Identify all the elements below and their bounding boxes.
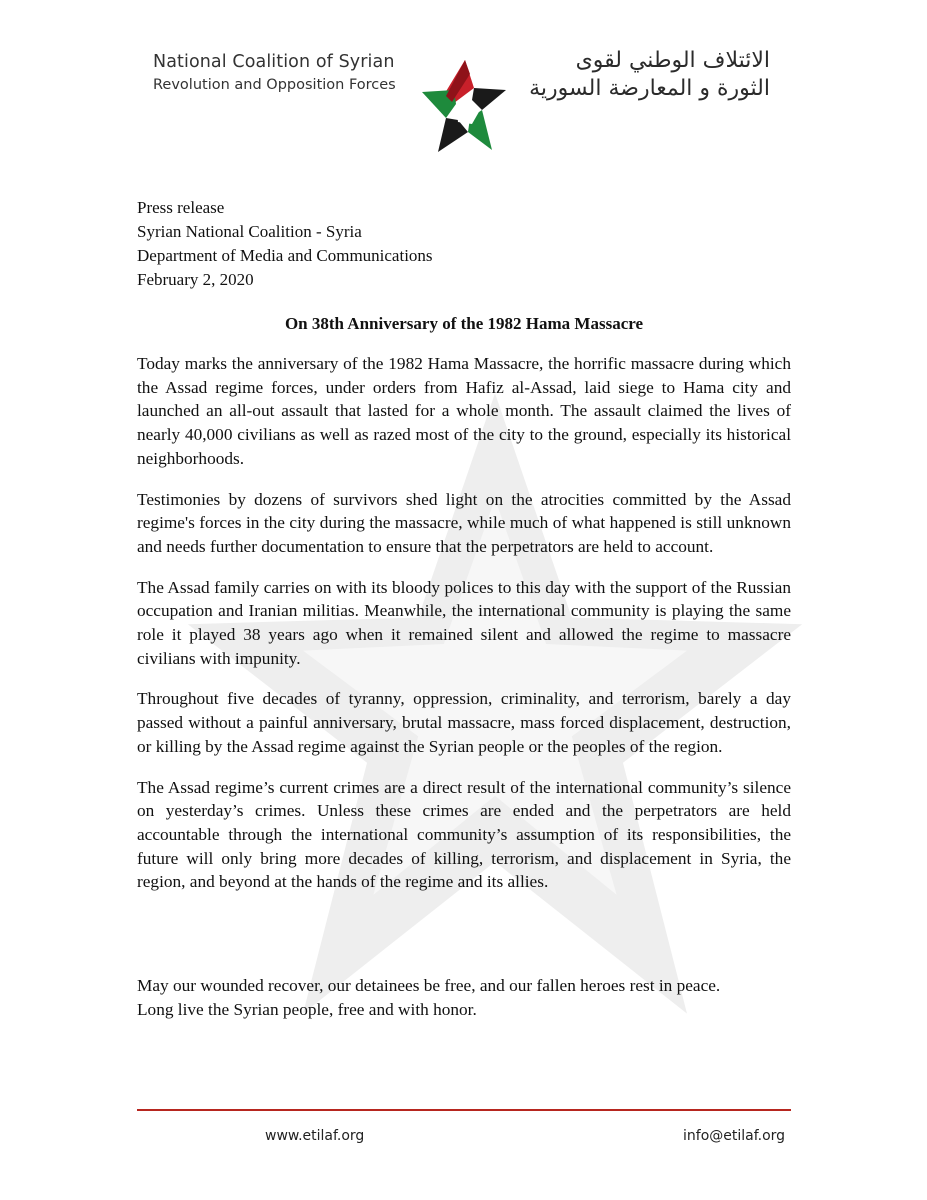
release-meta bbox=[137, 196, 433, 292]
body-paragraph: Testimonies by dozens of survivors shed light on the atrocities committed by the Assad regime's forces in the city during the massacre, while much of what happened is still unknown and needs further documentation to ensure that the perpetrators are held to account. bbox=[137, 489, 791, 556]
org-name-ar-line1: الائتلاف الوطني لقوى bbox=[575, 48, 770, 73]
doc-type: Press release bbox=[137, 198, 225, 217]
org-name-ar-line2: الثورة و المعارضة السورية bbox=[529, 76, 770, 101]
footer-email-link[interactable]: info@etilaf.org bbox=[683, 1128, 786, 1144]
org-name-en-line1: National Coalition of Syrian bbox=[153, 52, 395, 72]
org-name-en-line2: Revolution and Opposition Forces bbox=[153, 77, 396, 93]
footer-website-link[interactable]: www.etilaf.org bbox=[265, 1128, 365, 1144]
body-paragraph: The Assad regime’s current crimes are a direct result of the international community’s silence on yesterday’s crimes. Unless these crimes are ended and the perpetrators are held accountable through the international community’s assumption of its responsibilities, the future will only bring more decades of killing, terrorism, and displacement in Syria, the region, and beyond at the hands of the regime and its allies. bbox=[137, 777, 791, 892]
press-release-title: On 38th Anniversary of the 1982 Hama Massacre bbox=[284, 314, 644, 333]
press-release-body bbox=[137, 352, 791, 911]
release-date: February 2, 2020 bbox=[137, 270, 254, 289]
body-paragraph: The Assad family carries on with its bloody polices to this day with the support of the Russian occupation and Iranian militias. Meanwhile, the international community is playing the same role it played 38 years ago when it remained silent and allowed the regime to massacre civilians with impunity. bbox=[137, 577, 791, 668]
body-paragraph: Throughout five decades of tyranny, oppression, criminality, and terrorism, barely a day passed without a painful anniversary, brutal massacre, mass forced displacement, destruction, or killing by the Assad regime against the Syrian people or the peoples of the region. bbox=[137, 689, 791, 756]
org-name-ar bbox=[500, 47, 770, 103]
footer-divider bbox=[137, 1109, 791, 1111]
coalition-star-logo-icon bbox=[420, 58, 510, 154]
org-name-en bbox=[153, 50, 396, 96]
closing-line-2: Long live the Syrian people, free and with honor. bbox=[137, 1000, 477, 1019]
closing-lines bbox=[137, 974, 720, 1022]
body-paragraph: Today marks the anniversary of the 1982 Hama Massacre, the horrific massacre during which the Assad regime forces, under orders from Hafiz al-Assad, laid siege to Hama city and launched an all-out assault that lasted for a whole month. The assault claimed the lives of nearly 40,000 civilians as well as razed most of the city to the ground, especially its historical neighborhoods. bbox=[137, 354, 791, 468]
closing-line-1: May our wounded recover, our detainees be free, and our fallen heroes rest in peace. bbox=[137, 976, 721, 995]
department: Department of Media and Communications bbox=[137, 246, 433, 265]
organization: Syrian National Coalition - Syria bbox=[137, 222, 362, 241]
